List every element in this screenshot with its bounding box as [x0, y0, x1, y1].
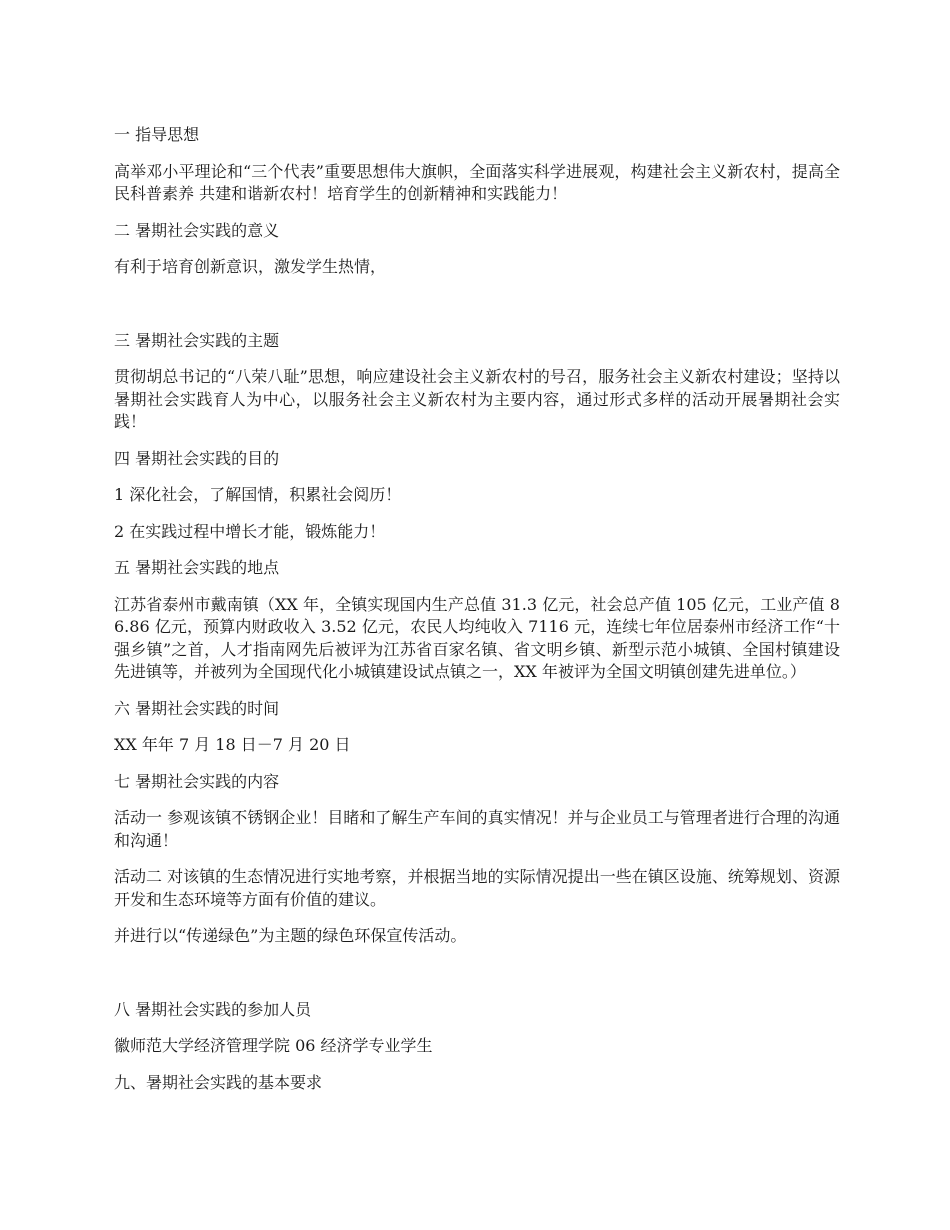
- blank-line: [114, 293, 840, 330]
- paragraph-significance: 有利于培育创新意识，激发学生热情，: [114, 257, 387, 276]
- heading-significance: 二 暑期社会实践的意义: [114, 220, 280, 240]
- heading-purpose: 四 暑期社会实践的目的: [114, 448, 280, 468]
- paragraph-purpose-2: 2 在实践过程中增长才能，锻炼能力！: [114, 521, 386, 541]
- paragraph-activity-1: 活动一 参观该镇不锈钢企业！目睹和了解生产车间的真实情况！并与企业员工与管理者进行合理的沟通和沟通！: [114, 808, 840, 850]
- paragraph-theme: 贯彻胡总书记的“八荣八耻”思想，响应建设社会主义新农村的号召，服务社会主义新农村建设；坚持以暑期社会实践育人为中心，以服务社会主义新农村为主要内容，通过形式多样的活动开展暑期社会实践！: [114, 367, 840, 431]
- document-page: [114, 124, 840, 1108]
- paragraph-location: 江苏省泰州市戴南镇（XX 年，全镇实现国内生产总值 31.3 亿元，社会总产值 105 亿元，工业产值 86.86 亿元，预算内财政收入 3.52 亿元，农民人均纯收入 7116 元，连续七年位居泰州市经济工作“十强乡镇”之首，人才指南网先后被评为江苏省百家名镇、省文明乡镇、新型示范小城镇、全国村镇建设先进镇等，并被列为全国现代化小城镇建设试点镇之一，XX 年被评为全国文明镇创建先进单位。）: [114, 594, 840, 681]
- paragraph-time: XX 年年 7 月 18 日－7 月 20 日: [114, 735, 351, 754]
- heading-requirements: 九、暑期社会实践的基本要求: [114, 1072, 323, 1092]
- heading-participants: 八 暑期社会实践的参加人员: [114, 999, 312, 1019]
- heading-content: 七 暑期社会实践的内容: [114, 771, 280, 791]
- heading-location: 五 暑期社会实践的地点: [114, 558, 280, 577]
- heading-guiding-ideology: 一 指导思想: [114, 125, 200, 144]
- paragraph-participants: 徽师范大学经济管理学院 06 经济学专业学生: [114, 1036, 433, 1055]
- heading-theme: 三 暑期社会实践的主题: [114, 330, 280, 350]
- paragraph-purpose-1: 1 深化社会，了解国情，积累社会阅历！: [114, 485, 402, 504]
- blank-line: [114, 962, 840, 999]
- paragraph-guiding-ideology: 高举邓小平理论和“三个代表”重要思想伟大旗帜，全面落实科学进展观，构建社会主义新农村，提高全民科普素养 共建和谐新农村！培育学生的创新精神和实践能力！: [114, 161, 840, 203]
- heading-time: 六 暑期社会实践的时间: [114, 698, 280, 718]
- paragraph-green-campaign: 并进行以“传递绿色”为主题的绿色环保宣传活动。: [114, 926, 467, 945]
- paragraph-activity-2: 活动二 对该镇的生态情况进行实地考察，并根据当地的实际情况提出一些在镇区设施、统筹规划、资源开发和生态环境等方面有价值的建议。: [114, 867, 840, 909]
